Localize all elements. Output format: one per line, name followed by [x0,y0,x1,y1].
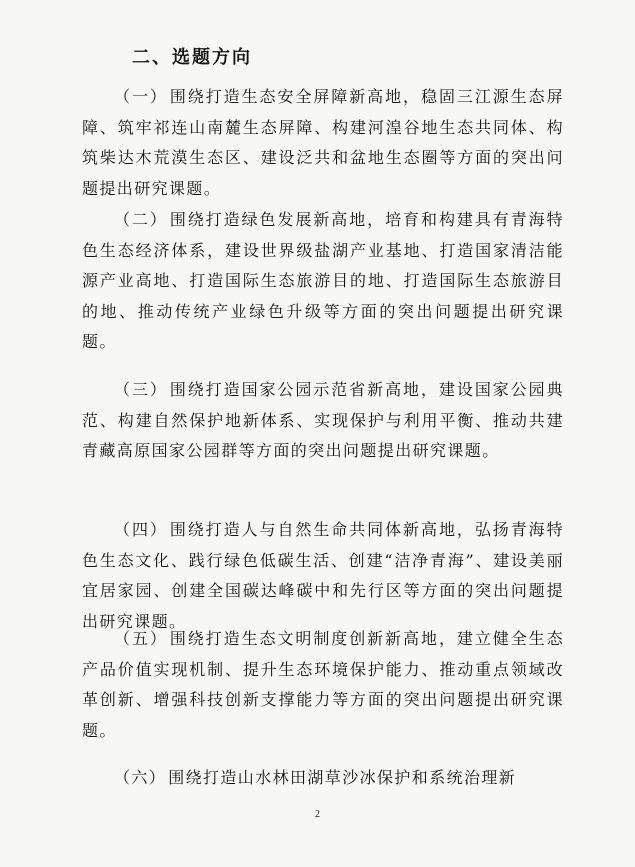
paragraph-3-label: （三） [114,380,168,399]
section-heading: 二、选题方向 [132,47,252,68]
paragraph-5-label: （五） [114,629,168,648]
paragraph-3 [82,375,564,467]
paragraph-2-text: 围绕打造绿色发展新高地，培育和构建具有青海特色生态经济体系，建设世界级盐湖产业基地、打造国家清洁能源产业高地、打造国际生态旅游目的地、打造国际生态旅游目的地、推动传统产业绿色升级等方面的突出问题提出研究课题。 [82,210,564,351]
paragraph-2-label: （二） [114,210,168,229]
page-number: 2 [315,809,320,820]
paragraph-4-text: 围绕打造人与自然生命共同体新高地，弘扬青海特色生态文化、践行绿色低碳生活、创建“洁净青海”、建设美丽宜居家园、创建全国碳达峰碳中和先行区等方面的突出问题提出研究课题。 [82,520,564,631]
paragraph-5-text: 围绕打造生态文明制度创新新高地，建立健全生态产品价值实现机制、提升生态环境保护能力、推动重点领域改革创新、增强科技创新支撑能力等方面的突出问题提出研究课题。 [82,629,564,740]
paragraph-4-label: （四） [114,520,168,539]
paragraph-1 [82,82,564,204]
paragraph-5 [82,624,564,746]
paragraph-2 [82,205,564,358]
paragraph-3-text: 围绕打造国家公园示范省新高地，建设国家公园典范、构建自然保护地新体系、实现保护与利用平衡、推动共建青藏高原国家公园群等方面的突出问题提出研究课题。 [82,380,564,460]
paragraph-1-text: 围绕打造生态安全屏障新高地，稳固三江源生态屏障、筑牢祁连山南麓生态屏障、构建河湟谷地生态共同体、构筑柴达木荒漠生态区、建设泛共和盆地生态圈等方面的突出问题提出研究课题。 [82,87,564,198]
paragraph-6 [82,763,564,794]
paragraph-1-label: （一） [114,87,168,106]
paragraph-4 [82,515,564,637]
paragraph-6-label: （六） [114,768,167,787]
paragraph-6-text: 围绕打造山水林田湖草沙冰保护和系统治理新 [168,768,517,787]
